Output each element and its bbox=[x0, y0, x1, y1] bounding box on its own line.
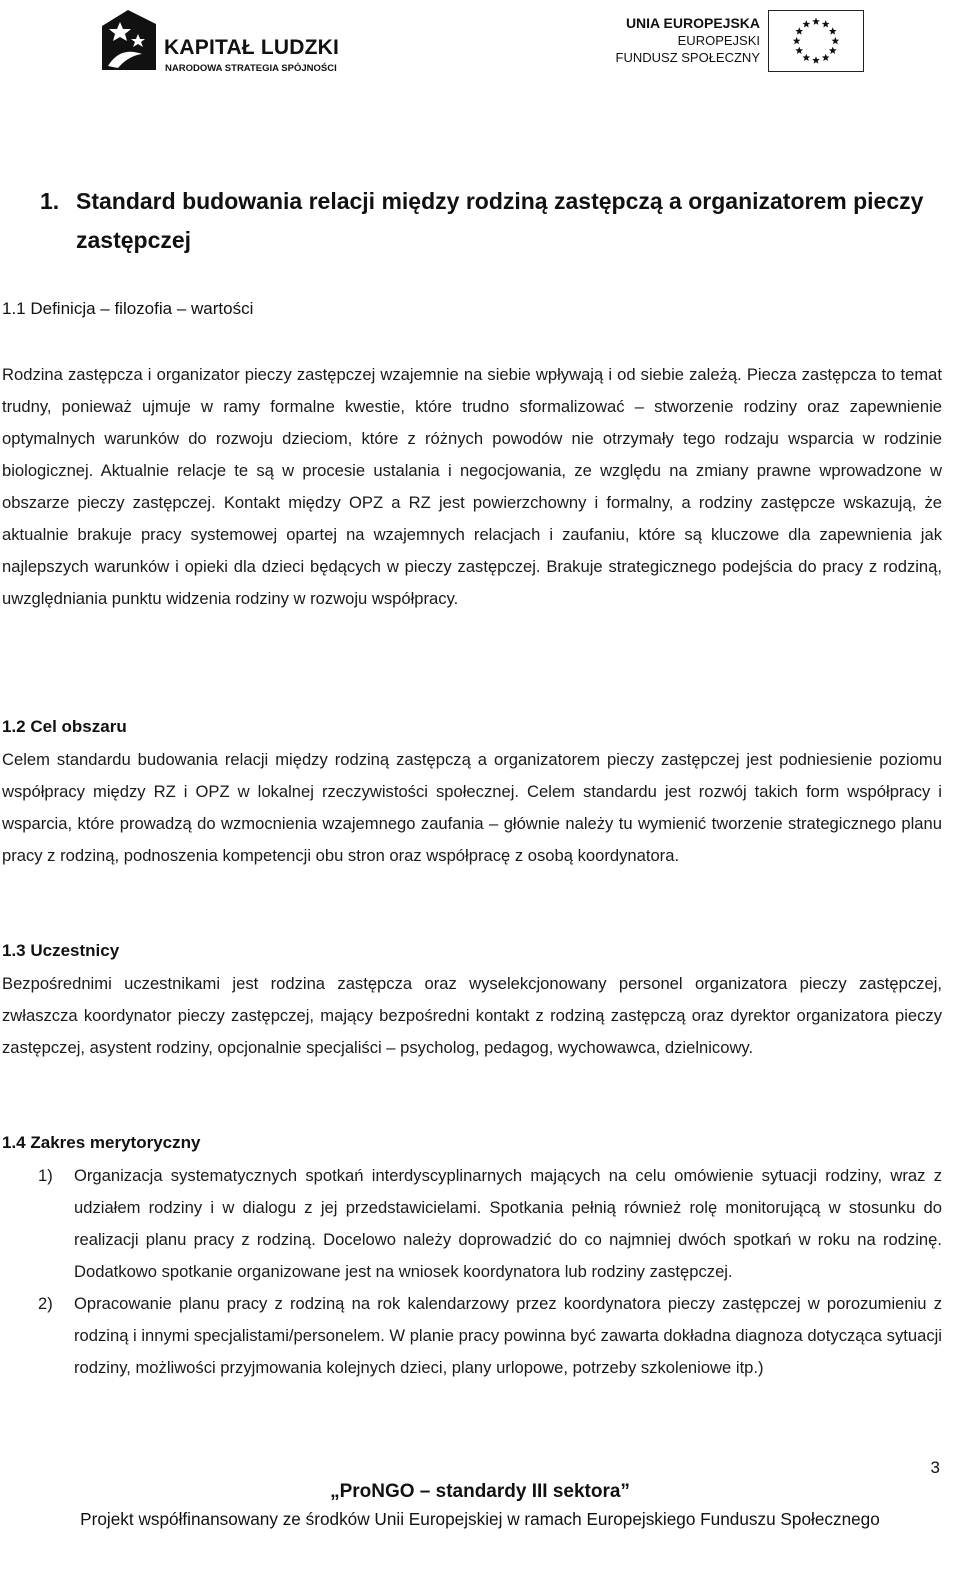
main-heading bbox=[40, 182, 950, 260]
kapital-ludzki-subtitle: NARODOWA STRATEGIA SPÓJNOŚCI bbox=[165, 63, 337, 74]
footer-project-title: „ProNGO – standardy III sektora” bbox=[330, 1481, 630, 1502]
list-item-marker: 1) bbox=[38, 1166, 53, 1185]
eu-logo-line1: UNIA EUROPEJSKA bbox=[625, 15, 760, 31]
list-item-text: Organizacja systematycznych spotkań interdyscyplinarnych mających na celu omówienie sytuacji rodziny, wraz z udziałem rodziny i w dialogu z jej przedstawicielami. Spotkania pełnią również rolę monitorującą w stosunku do realizacji planu pracy z rodziną. Docelowo należy doprowadzić do co najmniej dwóch spotkań w roku na rodzinę. Dodatkowo spotkanie organizowane jest na wniosek koordynatora lub rodziny zastępczej. bbox=[74, 1166, 942, 1281]
eu-logo-line2: EUROPEJSKI bbox=[677, 33, 760, 48]
kapital-ludzki-title: KAPITAŁ LUDZKI bbox=[164, 36, 340, 59]
section-1-4-list bbox=[2, 1160, 942, 1384]
section-1-2-title: 1.2 Cel obszaru bbox=[2, 717, 127, 736]
kapital-ludzki-logo bbox=[98, 8, 358, 78]
page-footer bbox=[0, 1478, 960, 1532]
main-heading-number: 1. bbox=[40, 188, 60, 214]
list-item bbox=[2, 1160, 942, 1288]
section-1-3-title: 1.3 Uczestnicy bbox=[2, 941, 120, 960]
section-1-2-text: Celem standardu budowania relacji między rodziną zastępczą a organizatorem pieczy zastępczej jest podniesienie poziomu współpracy między RZ i OPZ w lokalnej rzeczywistości społecznej. Celem standardu jest rozwój takich form współpracy i wsparcia, które prowadzą do wzmocnienia wzajemnego zaufania – głównie należy tu wymienić tworzenie strategicznego planu pracy z rodziną, podnoszenia kompetencji obu stron oraz współpracę z osobą koordynatora. bbox=[2, 750, 942, 865]
section-1-1-text: Rodzina zastępcza i organizator pieczy zastępczej wzajemnie na siebie wpływają i od siebie zależą. Piecza zastępcza to temat trudny, ponieważ ujmuje w ramy formalne kwestie, które trudno sformalizować – stworzenie rodziny oraz zapewnienie optymalnych warunków do rozwoju dzieciom, które z różnych powodów nie otrzymały tego rodzaju wsparcia w rodzinie biologicznej. Aktualnie relacje te są w procesie ustalania i negocjowania, ze względu na zmiany prawne wprowadzone w obszarze pieczy zastępczej. Kontakt między OPZ a RZ jest powierzchowny i formalny, a rodziny zastępcze wskazują, że aktualnie brakuje pracy systemowej opartej na wzajemnych relacjach i zaufaniu, które są kluczowe dla zapewnienia jak najlepszych warunków i opieki dla dzieci będących w pieczy zastępczej. Brakuje strategicznego podejścia do pracy z rodziną, uwzględniania punktu widzenia rodziny w rozwoju współpracy. bbox=[2, 365, 942, 608]
eu-logo-texts bbox=[616, 14, 760, 66]
footer-funding-note: Projekt współfinansowany ze środków Unii Europejskiej w ramach Europejskiego Funduszu Społecznego bbox=[80, 1509, 880, 1529]
section-1-3-text: Bezpośrednimi uczestnikami jest rodzina zastępcza oraz wyselekcjonowany personel organizatora pieczy zastępczej, zwłaszcza koordynator pieczy zastępczej, mający bezpośredni kontakt z rodziną zastępczą oraz dyrektor organizatora pieczy zastępczej, asystent rodziny, opcjonalnie specjaliści – psycholog, pedagog, wychowawca, dzielnicowy. bbox=[2, 974, 942, 1057]
list-item-marker: 2) bbox=[38, 1294, 53, 1313]
list-item bbox=[2, 1288, 942, 1384]
eu-stars-flag-icon bbox=[768, 10, 864, 72]
main-heading-text: Standard budowania relacji między rodziną zastępczą a organizatorem pieczy zastępczej bbox=[76, 188, 924, 253]
page-number: 3 bbox=[930, 1458, 940, 1477]
section-1-4-title: 1.4 Zakres merytoryczny bbox=[2, 1133, 201, 1152]
eu-logo-line3: FUNDUSZ SPOŁECZNY bbox=[615, 50, 760, 65]
section-1-1-title: 1.1 Definicja – filozofia – wartości bbox=[2, 299, 254, 318]
list-item-text: Opracowanie planu pracy z rodziną na rok kalendarzowy przez koordynatora pieczy zastępczej w porozumieniu z rodziną i innymi specjalistami/personelem. W planie pracy powinna być zawarta dokładna diagnoza dotycząca sytuacji rodziny, możliwości przyjmowania kolejnych dzieci, plany urlopowe, potrzeby szkoleniowe itp.) bbox=[74, 1294, 942, 1377]
eu-logo bbox=[606, 10, 864, 70]
kapital-ludzki-emblem-icon bbox=[98, 8, 160, 72]
